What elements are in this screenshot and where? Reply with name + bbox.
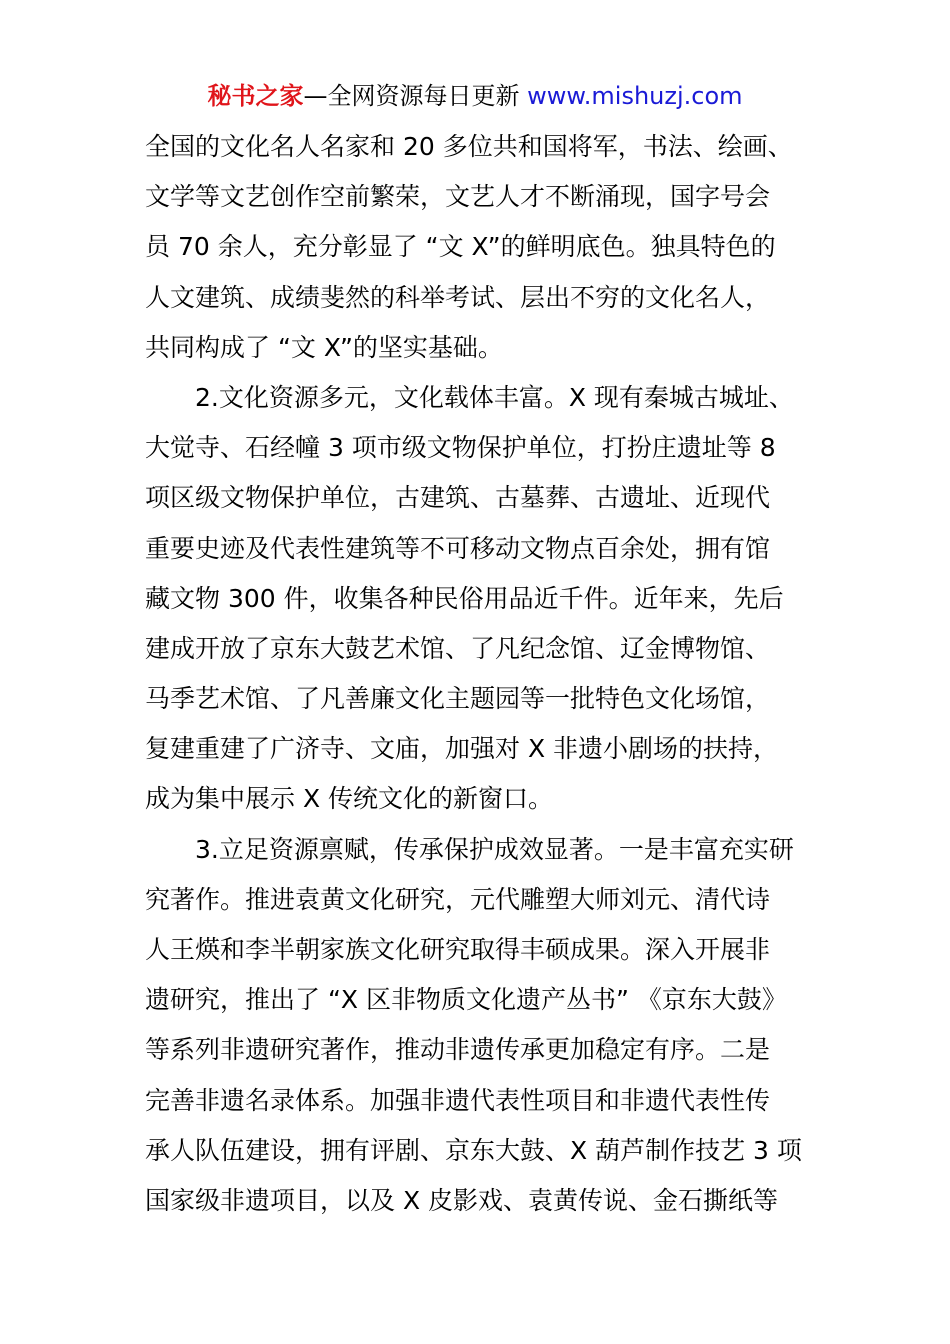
text-line: 员 70 余人，充分彰显了 “文 X”的鲜明底色。独具特色的 bbox=[145, 232, 776, 262]
header-tagline: —全网资源每日更新 bbox=[303, 82, 520, 110]
text-line: 复建重建了广济寺、文庙，加强对 X 非遗小剧场的扶持， bbox=[145, 734, 779, 764]
paragraph-start-line: 3.立足资源禀赋，传承保护成效显著。一是丰富充实研 bbox=[195, 834, 794, 864]
text-line: 究著作。推进袁黄文化研究，元代雕塑大师刘元、清代诗 bbox=[145, 884, 771, 914]
text-line: 国家级非遗项目，以及 X 皮影戏、袁黄传说、金石撕纸等 bbox=[145, 1185, 779, 1215]
site-header bbox=[0, 80, 950, 112]
brand-name: 秘书之家 bbox=[207, 82, 304, 110]
site-url-link[interactable]: www.mishuzj.com bbox=[527, 82, 743, 110]
text-line: 重要史迹及代表性建筑等不可移动文物点百余处，拥有馆 bbox=[145, 533, 771, 563]
text-line: 共同构成了 “文 X”的坚实基础。 bbox=[145, 332, 503, 362]
text-line: 全国的文化名人名家和 20 多位共和国将军，书法、绘画、 bbox=[145, 132, 793, 161]
text-line: 等系列非遗研究著作，推动非遗传承更加稳定有序。二是 bbox=[145, 1035, 771, 1065]
text-line: 建成开放了京东大鼓艺术馆、了凡纪念馆、辽金博物馆、 bbox=[145, 633, 771, 663]
text-line: 完善非遗名录体系。加强非遗代表性项目和非遗代表性传 bbox=[145, 1085, 771, 1115]
document-body bbox=[145, 122, 810, 1226]
text-line: 人文建筑、成绩斐然的科举考试、层出不穷的文化名人， bbox=[145, 282, 771, 312]
text-line: 人王煐和李半朝家族文化研究取得丰硕成果。深入开展非 bbox=[145, 935, 771, 964]
paragraph-start-line: 2.文化资源多元，文化载体丰富。X 现有秦城古城址、 bbox=[195, 382, 794, 412]
text-line: 承人队伍建设，拥有评剧、京东大鼓、X 葫芦制作技艺 3 项 bbox=[145, 1135, 802, 1165]
text-line: 马季艺术馆、了凡善廉文化主题园等一批特色文化场馆， bbox=[145, 684, 771, 714]
text-line: 大觉寺、石经幢 3 项市级文物保护单位，打扮庄遗址等 8 bbox=[145, 433, 776, 463]
text-line: 成为集中展示 X 传统文化的新窗口。 bbox=[145, 784, 554, 814]
text-line: 藏文物 300 件，收集各种民俗用品近千件。近年来，先后 bbox=[145, 583, 784, 613]
text-line: 遗研究，推出了 “X 区非物质文化遗产丛书” 《京东大鼓》 bbox=[145, 985, 787, 1015]
text-line: 文学等文艺创作空前繁荣，文艺人才不断涌现，国字号会 bbox=[145, 182, 771, 212]
text-line: 项区级文物保护单位，古建筑、古墓葬、古遗址、近现代 bbox=[145, 483, 771, 513]
